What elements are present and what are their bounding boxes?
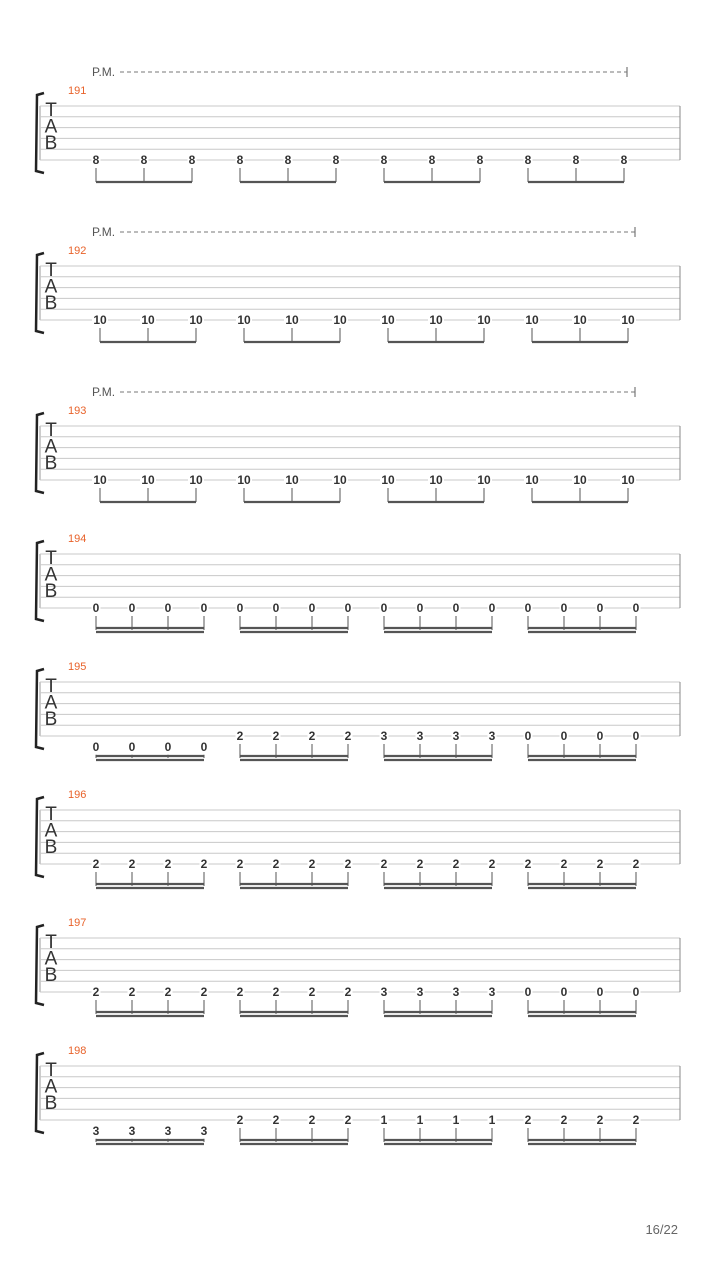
- fret-number: 2: [560, 857, 568, 871]
- tab-clef-letter: T: [45, 260, 57, 281]
- fret-number: 8: [188, 153, 196, 167]
- fret-number: 0: [200, 601, 208, 615]
- fret-number: 2: [632, 1113, 640, 1127]
- tab-clef-letter: B: [44, 133, 58, 154]
- fret-number: 10: [381, 313, 395, 327]
- fret-number: 2: [524, 1113, 532, 1127]
- fret-number: 3: [128, 1123, 136, 1138]
- fret-number: 1: [452, 1113, 460, 1127]
- fret-number: 10: [189, 473, 203, 487]
- fret-number: 10: [429, 473, 443, 487]
- fret-number: 10: [621, 313, 635, 327]
- tab-clef-letter: A: [44, 276, 58, 298]
- measure-number: 194: [68, 533, 87, 545]
- tab-clef-letter: A: [44, 564, 58, 586]
- fret-number: 0: [164, 739, 172, 754]
- fret-number: 3: [164, 1123, 172, 1138]
- fret-number: 10: [429, 313, 443, 327]
- fret-number: 0: [380, 601, 388, 615]
- fret-number: 2: [272, 1113, 280, 1127]
- fret-number: 10: [573, 473, 587, 487]
- tab-clef-letter: B: [44, 1093, 58, 1114]
- tab-system-194: [36, 533, 680, 632]
- measure-number: 192: [68, 245, 87, 257]
- fret-number: 2: [632, 857, 640, 871]
- fret-number: 2: [344, 1113, 352, 1127]
- fret-number: 2: [308, 857, 316, 871]
- fret-number: 0: [416, 601, 424, 615]
- fret-number: 8: [380, 153, 388, 167]
- fret-number: 0: [632, 601, 640, 615]
- fret-number: 2: [236, 729, 244, 743]
- fret-number: 10: [285, 473, 299, 487]
- fret-number: 8: [476, 153, 484, 167]
- tab-clef-letter: T: [45, 1060, 57, 1081]
- fret-number: 0: [200, 739, 208, 754]
- fret-number: 2: [560, 1113, 568, 1127]
- tab-clef-letter: B: [44, 453, 58, 474]
- fret-number: 0: [560, 601, 568, 615]
- tab-clef-letter: B: [44, 293, 58, 314]
- tab-clef-letter: B: [44, 581, 58, 602]
- fret-number: 0: [92, 739, 100, 754]
- measure-number: 191: [68, 85, 87, 97]
- page-number: 16/22: [645, 1222, 678, 1237]
- tab-clef-letter: A: [44, 820, 58, 842]
- tab-system-192: [36, 225, 680, 342]
- fret-number: 3: [488, 985, 496, 999]
- fret-number: 2: [308, 729, 316, 743]
- fret-number: 0: [596, 985, 604, 999]
- measure-number: 196: [68, 789, 87, 801]
- fret-number: 2: [380, 857, 388, 871]
- fret-number: 0: [128, 739, 136, 754]
- tab-clef-letter: B: [44, 709, 58, 730]
- fret-number: 0: [452, 601, 460, 615]
- fret-number: 10: [141, 473, 155, 487]
- fret-number: 2: [272, 985, 280, 999]
- fret-number: 2: [344, 857, 352, 871]
- palm-mute-label: P.M.: [92, 385, 116, 399]
- fret-number: 10: [477, 313, 491, 327]
- fret-number: 0: [236, 601, 244, 615]
- tab-clef-letter: A: [44, 116, 58, 138]
- fret-number: 2: [596, 1113, 604, 1127]
- fret-number: 3: [200, 1123, 208, 1138]
- fret-number: 2: [308, 1113, 316, 1127]
- fret-number: 2: [128, 857, 136, 871]
- fret-number: 10: [285, 313, 299, 327]
- tab-clef-letter: A: [44, 436, 58, 458]
- fret-number: 0: [92, 601, 100, 615]
- fret-number: 0: [524, 985, 532, 999]
- tab-clef-letter: T: [45, 420, 57, 441]
- fret-number: 0: [632, 985, 640, 999]
- fret-number: 10: [237, 473, 251, 487]
- fret-number: 10: [141, 313, 155, 327]
- fret-number: 10: [381, 473, 395, 487]
- fret-number: 8: [284, 153, 292, 167]
- fret-number: 2: [164, 857, 172, 871]
- fret-number: 8: [572, 153, 580, 167]
- tab-system-196: [36, 789, 680, 888]
- tab-system-198: [36, 1045, 680, 1144]
- fret-number: 0: [128, 601, 136, 615]
- fret-number: 3: [488, 729, 496, 743]
- fret-number: 0: [308, 601, 316, 615]
- fret-number: 1: [380, 1113, 388, 1127]
- measure-number: 193: [68, 405, 87, 417]
- fret-number: 0: [560, 729, 568, 743]
- tab-clef-letter: A: [44, 1076, 58, 1098]
- fret-number: 0: [632, 729, 640, 743]
- fret-number: 2: [596, 857, 604, 871]
- fret-number: 10: [333, 473, 347, 487]
- fret-number: 0: [596, 729, 604, 743]
- fret-number: 10: [93, 473, 107, 487]
- tab-system-195: [36, 661, 680, 760]
- fret-number: 2: [488, 857, 496, 871]
- fret-number: 3: [416, 729, 424, 743]
- fret-number: 2: [236, 857, 244, 871]
- fret-number: 3: [452, 729, 460, 743]
- fret-number: 2: [272, 857, 280, 871]
- measure-number: 197: [68, 917, 87, 929]
- fret-number: 2: [200, 857, 208, 871]
- fret-number: 10: [333, 313, 347, 327]
- fret-number: 10: [237, 313, 251, 327]
- fret-number: 3: [92, 1123, 100, 1138]
- tab-clef-letter: T: [45, 676, 57, 697]
- fret-number: 2: [164, 985, 172, 999]
- tab-clef-letter: T: [45, 548, 57, 569]
- tab-clef-letter: B: [44, 965, 58, 986]
- fret-number: 2: [344, 729, 352, 743]
- fret-number: 0: [164, 601, 172, 615]
- measure-number: 195: [68, 661, 87, 673]
- fret-number: 10: [525, 313, 539, 327]
- fret-number: 2: [128, 985, 136, 999]
- fret-number: 2: [344, 985, 352, 999]
- fret-number: 8: [332, 153, 340, 167]
- fret-number: 10: [621, 473, 635, 487]
- fret-number: 0: [488, 601, 496, 615]
- fret-number: 0: [344, 601, 352, 615]
- fret-number: 2: [236, 1113, 244, 1127]
- fret-number: 2: [272, 729, 280, 743]
- fret-number: 10: [573, 313, 587, 327]
- fret-number: 2: [308, 985, 316, 999]
- fret-number: 8: [92, 153, 100, 167]
- fret-number: 2: [236, 985, 244, 999]
- measure-number: 198: [68, 1045, 87, 1057]
- tab-clef-letter: B: [44, 837, 58, 858]
- fret-number: 2: [92, 857, 100, 871]
- fret-number: 2: [200, 985, 208, 999]
- fret-number: 2: [524, 857, 532, 871]
- fret-number: 2: [92, 985, 100, 999]
- fret-number: 2: [416, 857, 424, 871]
- fret-number: 0: [524, 729, 532, 743]
- fret-number: 0: [560, 985, 568, 999]
- tab-clef-letter: A: [44, 692, 58, 714]
- fret-number: 8: [524, 153, 532, 167]
- fret-number: 1: [416, 1113, 424, 1127]
- tab-clef-letter: T: [45, 932, 57, 953]
- tab-system-193: [36, 385, 680, 502]
- fret-number: 3: [380, 985, 388, 999]
- fret-number: 3: [452, 985, 460, 999]
- tab-system-197: [36, 917, 680, 1016]
- tab-clef-letter: T: [45, 804, 57, 825]
- fret-number: 8: [428, 153, 436, 167]
- fret-number: 10: [477, 473, 491, 487]
- fret-number: 3: [380, 729, 388, 743]
- fret-number: 0: [272, 601, 280, 615]
- fret-number: 10: [93, 313, 107, 327]
- fret-number: 3: [416, 985, 424, 999]
- tab-clef-letter: T: [45, 100, 57, 121]
- fret-number: 0: [596, 601, 604, 615]
- fret-number: 10: [525, 473, 539, 487]
- tab-system-191: [36, 65, 680, 182]
- fret-number: 1: [488, 1113, 496, 1127]
- fret-number: 8: [620, 153, 628, 167]
- fret-number: 2: [452, 857, 460, 871]
- palm-mute-label: P.M.: [92, 225, 116, 239]
- tab-clef-letter: A: [44, 948, 58, 970]
- fret-number: 8: [140, 153, 148, 167]
- palm-mute-label: P.M.: [92, 65, 116, 79]
- fret-number: 0: [524, 601, 532, 615]
- fret-number: 8: [236, 153, 244, 167]
- fret-number: 10: [189, 313, 203, 327]
